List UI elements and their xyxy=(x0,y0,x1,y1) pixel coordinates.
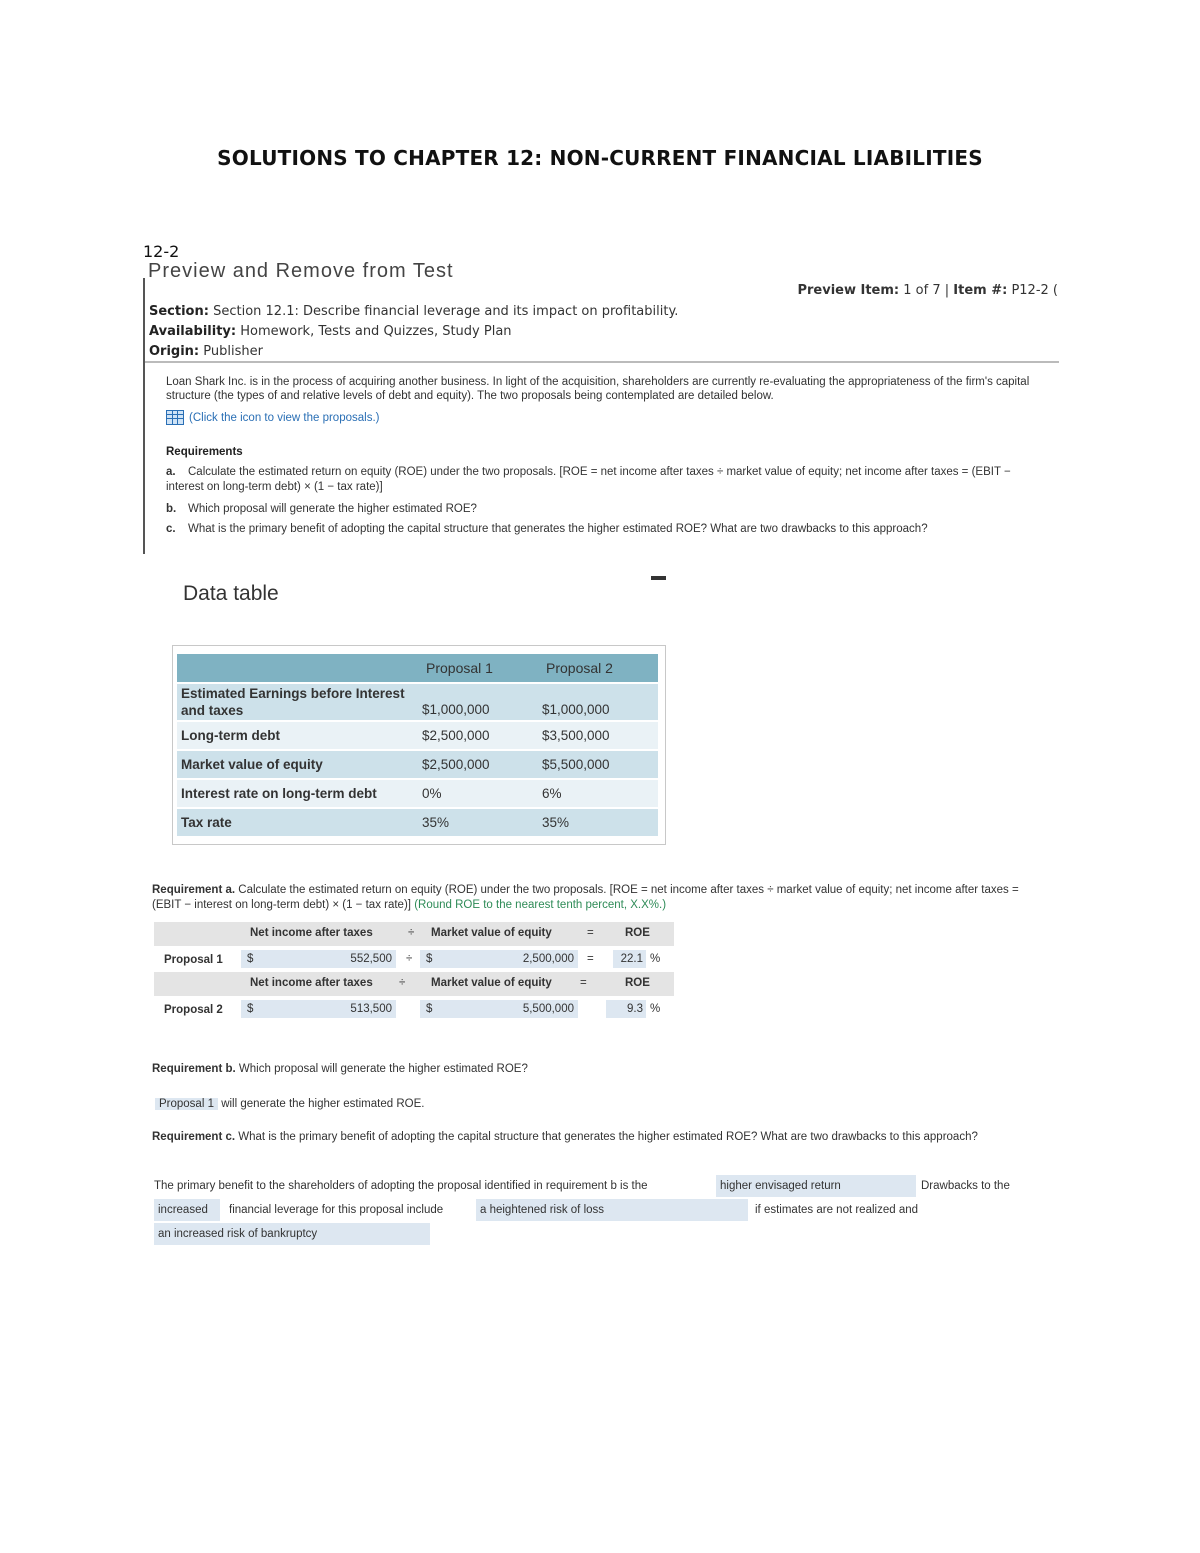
header-proposal-2: Proposal 2 xyxy=(538,654,658,682)
minimize-icon[interactable] xyxy=(651,576,666,580)
p1-market-value-field[interactable]: $ 2,500,000 xyxy=(420,950,578,968)
table-row: Tax rate 35% 35% xyxy=(177,809,658,836)
divider xyxy=(145,361,1059,363)
origin-line: Origin: Publisher xyxy=(149,344,263,359)
requirement-b-text: Requirement b. Which proposal will generate the higher estimated ROE? xyxy=(152,1063,528,1075)
table-row: Estimated Earnings before Interest and taxes $1,000,000 $1,000,000 xyxy=(177,684,658,720)
proposal-select[interactable]: Proposal 1 xyxy=(155,1098,218,1110)
section-line: Section: Section 12.1: Describe financial leverage and its impact on profitability. xyxy=(149,304,679,319)
requirement-c-item: c. What is the primary benefit of adopting the capital structure that generates the higher estimated ROE? What are two drawbacks to this approach? xyxy=(166,523,928,535)
p1-roe-field[interactable]: 22.1 xyxy=(613,950,646,968)
cutoff-heading: Preview and Remove from Test xyxy=(148,260,454,282)
requirements-heading: Requirements xyxy=(166,446,243,458)
table-row: Market value of equity $2,500,000 $5,500,000 xyxy=(177,751,658,778)
p2-market-value-field[interactable]: $ 5,500,000 xyxy=(420,1000,578,1018)
preview-item-info: Preview Item: 1 of 7 | Item #: P12-2 ( xyxy=(797,283,1058,298)
table-icon[interactable] xyxy=(166,410,184,425)
table-row: Long-term debt $2,500,000 $3,500,000 xyxy=(177,722,658,749)
p2-roe-field[interactable]: 9.3 xyxy=(606,1000,646,1018)
table-header-row xyxy=(177,654,658,682)
header-proposal-1: Proposal 1 xyxy=(418,654,538,682)
requirement-b-answer: Proposal 1 will generate the higher estimated ROE. xyxy=(155,1095,424,1113)
data-table-title: Data table xyxy=(183,582,279,605)
answer-sentence-2: Drawbacks to the xyxy=(921,1180,1010,1192)
p2-net-income-field[interactable]: $ 513,500 xyxy=(241,1000,396,1018)
availability-line: Availability: Homework, Tests and Quizzes, Study Plan xyxy=(149,324,512,339)
table-row: Interest rate on long-term debt 0% 6% xyxy=(177,780,658,807)
proposal-1-label: Proposal 1 xyxy=(164,954,223,966)
requirement-a-item: a. Calculate the estimated return on equity (ROE) under the two proposals. [ROE = net income after taxes ÷ market value of equity; net income after taxes = (EBIT − interest on long-term debt) × (1 − tax rate)] xyxy=(166,466,1011,493)
proposal-2-label: Proposal 2 xyxy=(164,1004,223,1016)
leverage-field[interactable]: increased xyxy=(154,1199,220,1221)
requirement-a-text: Requirement a. Calculate the estimated return on equity (ROE) under the two proposals. [ROE = net income after taxes ÷ market value of equity; net income after taxes = (EBIT − interest on long-term debt) × (1 − tax rate)] (Round ROE to the nearest tenth percent, X.X%.) xyxy=(152,884,1019,911)
requirement-b-item: b. Which proposal will generate the higher estimated ROE? xyxy=(166,503,477,515)
answer-sentence-4: if estimates are not realized and xyxy=(755,1204,919,1216)
answer-sentence-1: The primary benefit to the shareholders of adopting the proposal identified in requirement b is the xyxy=(154,1180,648,1192)
view-proposals-link[interactable]: (Click the icon to view the proposals.) xyxy=(166,410,379,425)
drawback-1-field[interactable]: a heightened risk of loss xyxy=(476,1199,748,1221)
p1-net-income-field[interactable]: $ 552,500 xyxy=(241,950,396,968)
data-table xyxy=(177,652,658,838)
document-title: SOLUTIONS TO CHAPTER 12: NON-CURRENT FINANCIAL LIABILITIES xyxy=(217,146,983,170)
requirement-c-text: Requirement c. What is the primary benefit of adopting the capital structure that generates the higher estimated ROE? What are two drawbacks to this approach? xyxy=(152,1131,978,1143)
drawback-2-field[interactable]: an increased risk of bankruptcy xyxy=(154,1223,430,1245)
question-text: Loan Shark Inc. is in the process of acquiring another business. In light of the acquisition, shareholders are currently re-evaluating the appropriateness of the firm's capital structure (the types of and relative levels of debt and equity). The two proposals being contemplated are detailed below. xyxy=(166,376,1030,402)
answer-sentence-3: financial leverage for this proposal include xyxy=(229,1204,444,1216)
problem-number: 12-2 xyxy=(143,242,180,261)
benefit-field[interactable]: higher envisaged return xyxy=(716,1175,916,1197)
